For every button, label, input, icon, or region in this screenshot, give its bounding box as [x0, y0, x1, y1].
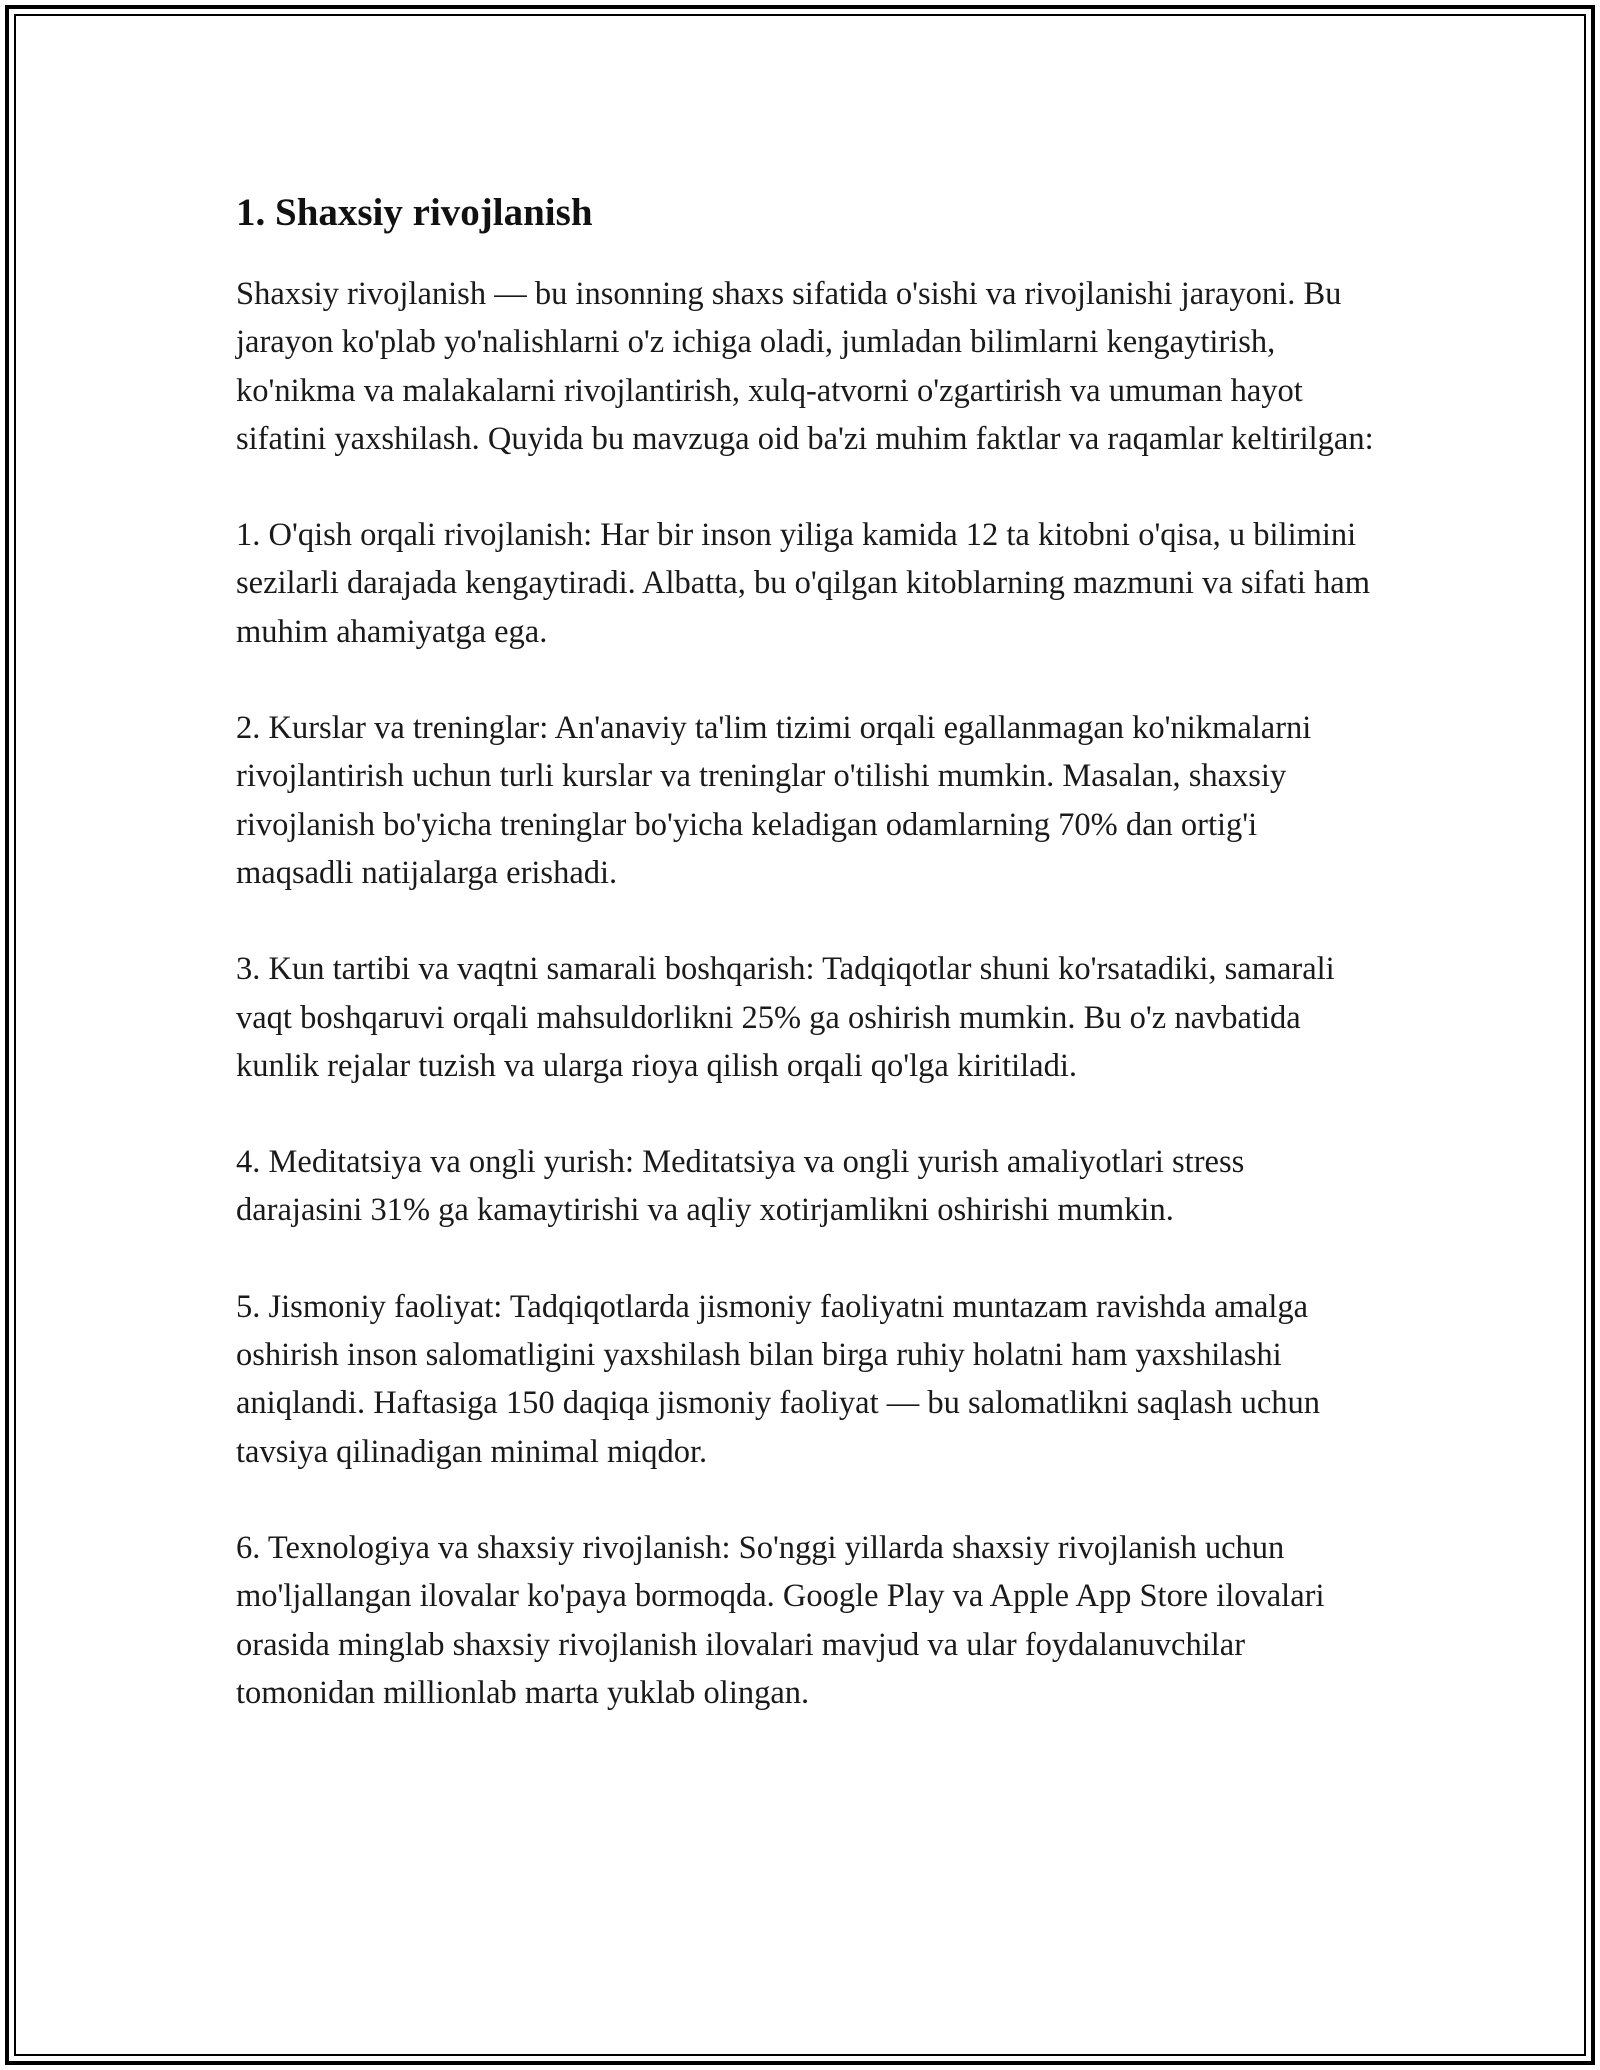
intro-paragraph: Shaxsiy rivojlanish — bu insonning shaxs sifatida o'sishi va rivojlanishi jarayoni. Bu jarayon ko'plab yo'nalishlarni o'z ichiga oladi, jumladan bilimlarni kengaytirish, ko'nikma va malakalarni rivojlantirish, xulq-atvorni o'zgartirish va umuman hayot sifatini yaxshilash. Quyida bu mavzuga oid ba'zi muhim faktlar va raqamlar keltirilgan:: [236, 276, 1374, 457]
list-item: 2. Kurslar va treninglar: An'anaviy ta'lim tizimi orqali egallanmagan ko'nikmalarni rivojlantirish uchun turli kurslar va treninglar o'tilishi mumkin. Masalan, shaxsiy rivojlanish bo'yicha treninglar bo'yicha keladigan odamlarning 70% dan ortig'i maqsadli natijalarga erishadi.: [236, 710, 1312, 891]
list-item: 5. Jismoniy faoliyat: Tadqiqotlarda jismoniy faoliyatni muntazam ravishda amalga oshirish inson salomatligini yaxshilash bilan birga ruhiy holatni ham yaxshilashi aniqlandi. Haftasiga 150 daqiqa jismoniy faoliyat — bu salomatlikni saqlash uchun tavsiya qilinadigan minimal miqdor.: [236, 1288, 1321, 1470]
list-item: 6. Texnologiya va shaxsiy rivojlanish: So'nggi yillarda shaxsiy rivojlanish uchun mo'ljallangan ilovalar ko'paya bormoqda. Google Play va Apple App Store ilovalari orasida minglab shaxsiy rivojlanish ilovalari mavjud va ular foydalanuvchilar tomonidan millionlab marta yuklab olingan.: [236, 1529, 1325, 1711]
list-item: 1. O'qish orqali rivojlanish: Har bir inson yiliga kamida 12 ta kitobni o'qisa, u bilimini sezilarli darajada kengaytiradi. Albatta, bu o'qilgan kitoblarning mazmuni va sifati ham muhim ahamiyatga ega.: [236, 517, 1370, 650]
list-item: 3. Kun tartibi va vaqtni samarali boshqarish: Tadqiqotlar shuni ko'rsatadiki, samarali vaqt boshqaruvi orqali mahsuldorlikni 25% ga oshirish mumkin. Bu o'z navbatida kunlik rejalar tuzish va ularga rioya qilish orqali qo'lga kiritiladi.: [236, 951, 1335, 1084]
document-body: [236, 186, 1376, 1765]
document-title: 1. Shaxsiy rivojlanish: [236, 191, 593, 234]
list-item: 4. Meditatsiya va ongli yurish: Meditatsiya va ongli yurish amaliyotlari stress darajasini 31% ga kamaytirishi va aqliy xotirjamlikni oshirishi mumkin.: [236, 1144, 1245, 1229]
